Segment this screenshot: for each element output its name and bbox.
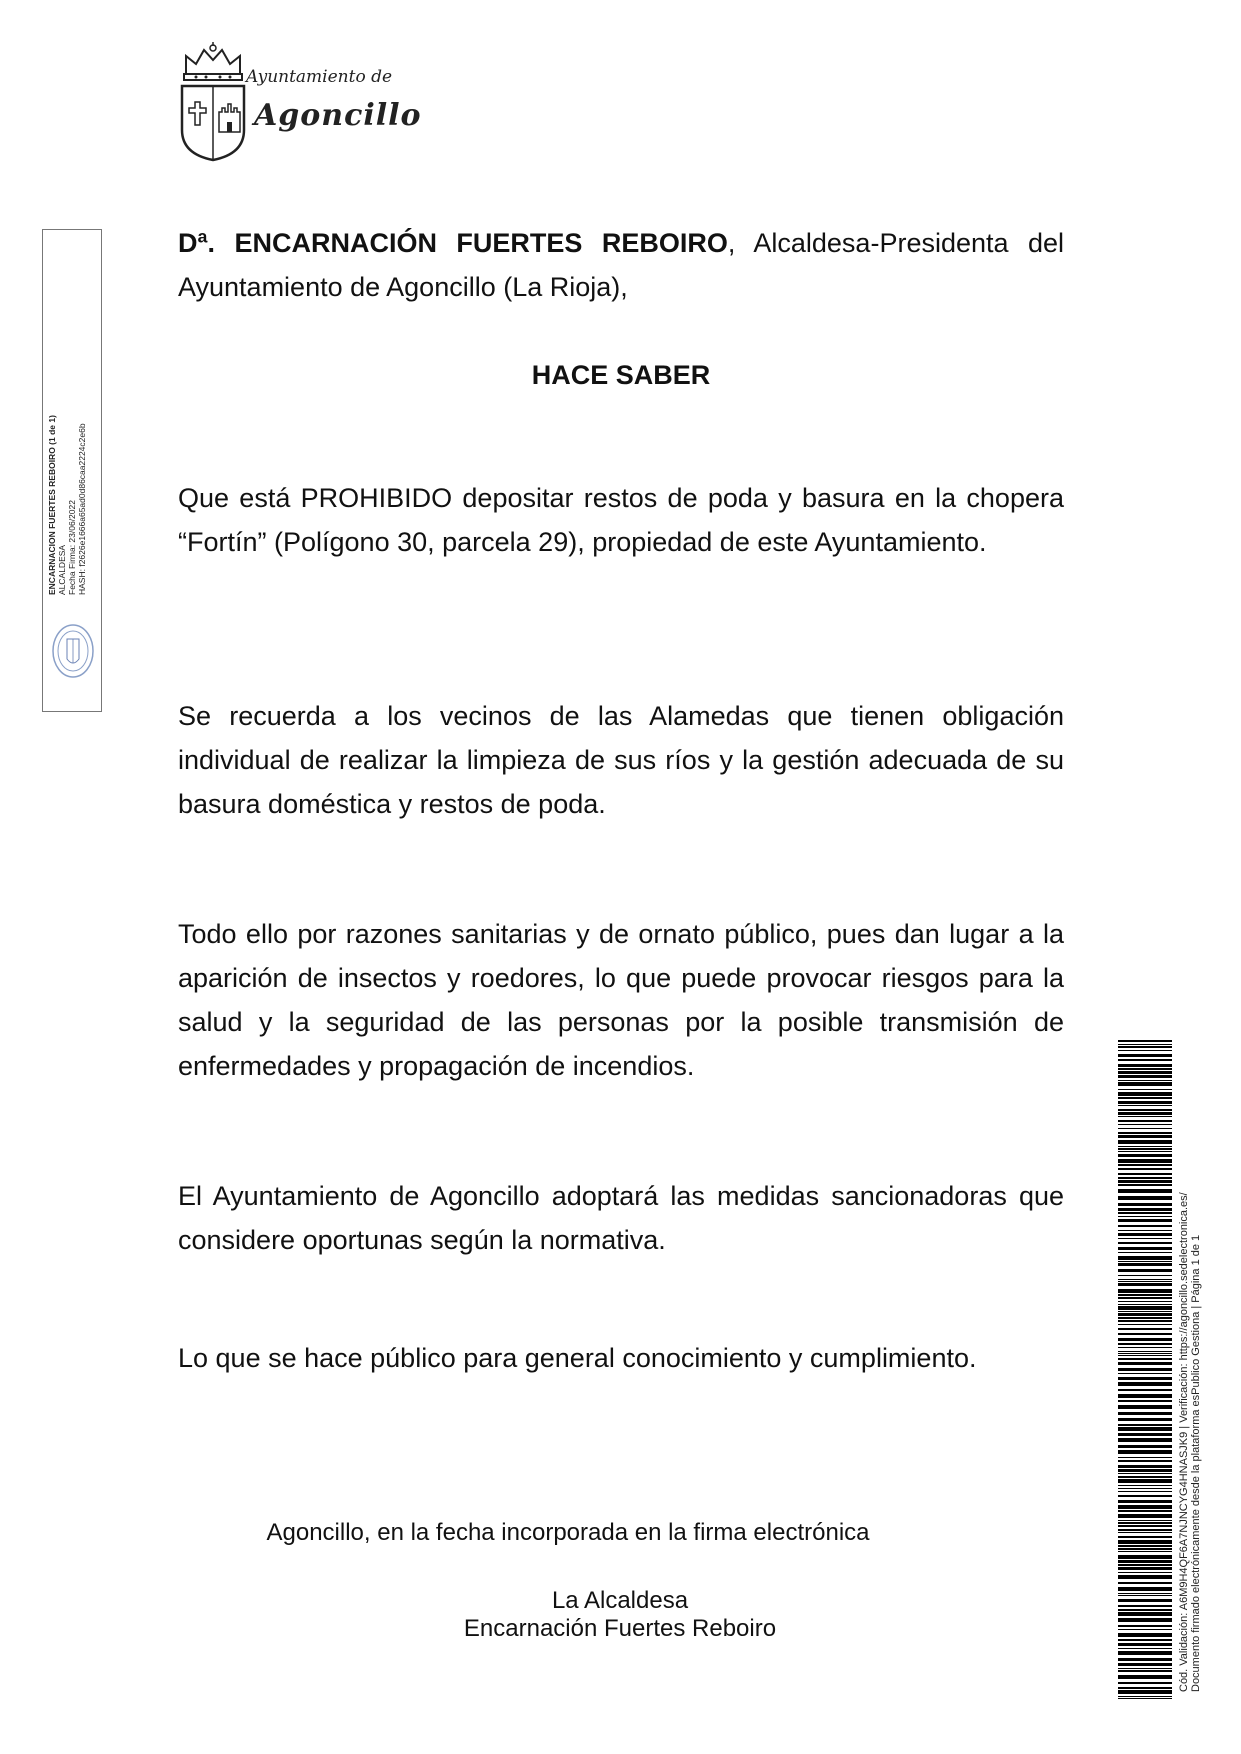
barcode-bar [1118,1159,1172,1163]
barcode-bar [1118,1488,1172,1489]
barcode-bar [1118,1313,1172,1316]
signature-name: Encarnación Fuertes Reboiro [463,1615,777,1642]
coat-of-arms-icon [178,42,248,162]
barcode-bar [1118,1173,1172,1175]
barcode-bar [1118,1151,1172,1152]
barcode-bar [1118,1505,1172,1509]
barcode [1118,1040,1172,1700]
barcode-bar [1118,1071,1172,1074]
intro-rest: , Alcaldesa-Presidenta del Ayuntamiento de Agoncillo (La Rioja), [178,228,1065,302]
barcode-bar [1118,1639,1172,1641]
logo-line-2: Agoncillo [254,98,422,133]
barcode-bar [1118,1540,1172,1544]
barcode-bar [1118,1377,1172,1380]
barcode-bar [1118,1297,1172,1299]
barcode-bar [1118,1203,1172,1206]
barcode-bar [1118,1233,1172,1236]
barcode-bar [1118,1548,1172,1550]
barcode-bar [1118,1351,1172,1352]
barcode-bar [1118,1120,1172,1122]
barcode-bar [1118,1212,1172,1214]
barcode-bar [1118,1154,1172,1157]
barcode-bar [1118,1572,1172,1573]
barcode-bar [1118,1338,1172,1341]
barcode-bar [1118,1368,1172,1371]
barcode-bar [1118,1373,1172,1374]
barcode-bar [1118,1658,1172,1661]
barcode-bar [1118,1219,1172,1222]
barcode-bar [1118,1525,1172,1527]
barcode-bar [1118,1082,1172,1086]
barcode-bar [1118,1089,1172,1090]
page-title: HACE SABER [531,360,711,390]
barcode-bar [1118,1064,1172,1067]
verification-code: Cód. Validación: A6M9H4QF6A7NJNCYG4HNASJK9 | Verificación: https://agoncillo.sedelectronica.es/ [1178,1192,1190,1692]
barcode-bar [1118,1135,1172,1138]
barcode-bar [1118,1256,1172,1260]
barcode-bar [1118,1450,1172,1454]
barcode-bar [1118,1629,1172,1630]
barcode-bar [1118,1682,1172,1684]
barcode-bar [1118,1132,1172,1134]
barcode-bar [1118,1242,1172,1244]
barcode-bar [1118,1044,1172,1045]
barcode-bar [1118,1355,1172,1356]
barcode-bar [1118,1105,1172,1106]
barcode-bar [1118,1643,1172,1646]
barcode-bar [1118,1663,1172,1666]
barcode-bar [1118,1289,1172,1293]
barcode-bar [1118,1648,1172,1649]
barcode-bar [1118,1479,1172,1483]
barcode-bar [1118,1148,1172,1150]
barcode-bar [1118,1389,1172,1391]
barcode-bar [1118,1495,1172,1497]
logo-line-1: Ayuntamiento de [246,67,393,87]
barcode-bar [1118,1196,1172,1200]
barcode-bar [1118,1522,1172,1524]
paragraph-prohibition: Que está PROHIBIDO depositar restos de poda y basura en la chopera “Fortín” (Polígono 30, parcela 29), propiedad de este Ayuntamiento. [178,483,1064,557]
barcode-bar [1118,1177,1172,1179]
barcode-bar [1118,1140,1172,1144]
barcode-bar [1118,1687,1172,1689]
barcode-bar [1118,1283,1172,1286]
barcode-bar [1118,1261,1172,1262]
barcode-bar [1118,1670,1172,1672]
barcode-bar [1118,1424,1172,1426]
barcode-bar [1118,1605,1172,1607]
barcode-bar [1118,1333,1172,1335]
barcode-bar [1118,1529,1172,1531]
barcode-bar [1118,1427,1172,1431]
barcode-bar [1118,1564,1172,1566]
barcode-bar [1118,1068,1172,1070]
barcode-bar [1118,1097,1172,1099]
barcode-bar [1118,1394,1172,1398]
barcode-bar [1118,1269,1172,1272]
barcode-bar [1118,1485,1172,1486]
barcode-bar [1118,1275,1172,1276]
barcode-bar [1118,1128,1172,1129]
barcode-bar [1118,1324,1172,1325]
barcode-bar [1118,1400,1172,1402]
barcode-bar [1118,1109,1172,1111]
municipal-logo [178,42,422,162]
barcode-bar [1118,1317,1172,1319]
barcode-bar [1118,1633,1172,1637]
barcode-bar [1118,1279,1172,1280]
barcode-bar [1118,1668,1172,1669]
barcode-bar [1118,1560,1172,1563]
barcode-bar [1118,1473,1172,1474]
barcode-bar [1118,1358,1172,1360]
barcode-bar [1118,1184,1172,1186]
barcode-bar [1118,1445,1172,1448]
barcode-bar [1118,1046,1172,1048]
verification-platform: Documento firmado electrónicamente desde la plataforma esPublico Gestiona | Página 1 de 1 [1190,1234,1202,1692]
barcode-bar [1118,1491,1172,1492]
barcode-bar [1118,1040,1172,1042]
stamp-date: Fecha Firma: 23/06/2022 [67,500,77,595]
barcode-bar [1118,1080,1172,1081]
barcode-bar [1118,1281,1172,1282]
barcode-bar [1118,1301,1172,1302]
barcode-bar [1118,1124,1172,1125]
barcode-bar [1118,1343,1172,1345]
paragraph-reminder: Se recuerda a los vecinos de las Alamedas que tienen obligación individual de realizar la limpieza de sus ríos y la gestión adecuada de su basura doméstica y restos de poda. [178,701,1064,819]
barcode-bar [1118,1362,1172,1365]
barcode-bar [1118,1059,1172,1061]
seal-icon [51,623,95,679]
barcode-bar [1118,1555,1172,1559]
barcode-bar [1118,1311,1172,1312]
barcode-bar [1118,1116,1172,1117]
barcode-bar [1118,1500,1172,1503]
barcode-bar [1118,1690,1172,1694]
barcode-bar [1118,1582,1172,1584]
mayor-name: Dª. ENCARNACIÓN FUERTES REBOIRO [178,228,728,258]
barcode-bar [1118,1438,1172,1442]
paragraph-publication: Lo que se hace público para general conocimiento y cumplimiento. [178,1343,977,1373]
barcode-bar [1118,1567,1172,1570]
barcode-bar [1118,1054,1172,1057]
signature-stamp-text [47,415,87,595]
barcode-bar [1118,1238,1172,1239]
barcode-bar [1118,1532,1172,1533]
barcode-bar [1118,1551,1172,1552]
barcode-bar [1118,1164,1172,1166]
barcode-bar [1118,1168,1172,1170]
barcode-bar [1118,1465,1172,1468]
barcode-bar [1118,1353,1172,1354]
barcode-bar [1118,1189,1172,1193]
barcode-bar [1118,1075,1172,1078]
stamp-hash: HASH: f2626e1666a65ad0d86caa2224c2e6b [77,423,87,595]
paragraph-reasons: Todo ello por razones sanitarias y de ornato público, pues dan lugar a la aparición de insectos y roedores, lo que puede provocar riesgos para la salud y la seguridad de las personas por la posible transmisión de enfermedades y propagación de incendios. [178,919,1064,1081]
barcode-bar [1118,1696,1172,1697]
barcode-bar [1118,1514,1172,1518]
barcode-bar [1118,1347,1172,1348]
barcode-bar [1118,1593,1172,1594]
barcode-bar [1118,1294,1172,1296]
intro-paragraph [178,221,1064,309]
barcode-bar [1118,1698,1172,1699]
barcode-bar [1118,1405,1172,1409]
barcode-bar [1118,1625,1172,1627]
barcode-bar [1118,1460,1172,1462]
barcode-bar [1118,1050,1172,1051]
stamp-role: ALCALDESA [57,544,67,595]
barcode-bar [1118,1252,1172,1253]
barcode-bar [1118,1146,1172,1147]
barcode-bar [1118,1101,1172,1104]
barcode-bar [1118,1180,1172,1183]
paragraph-sanctions: El Ayuntamiento de Agoncillo adoptará las medidas sancionadoras que considere oportunas según la normativa. [178,1181,1064,1255]
barcode-bar [1118,1418,1172,1421]
barcode-bar [1118,1247,1172,1250]
barcode-bar [1118,1587,1172,1591]
signature-stamp [42,229,102,712]
barcode-bar [1118,1520,1172,1521]
barcode-bar [1118,1306,1172,1310]
barcode-bar [1118,1599,1172,1602]
barcode-bar [1118,1225,1172,1227]
verification-text [1178,1192,1202,1692]
barcode-bar [1118,1457,1172,1458]
barcode-bar [1118,1476,1172,1478]
barcode-bar [1118,1595,1172,1596]
barcode-bar [1118,1304,1172,1305]
barcode-bar [1118,1536,1172,1538]
stamp-signer: ENCARNACION FUERTES REBOIRO (1 de 1) [47,415,57,595]
barcode-bar [1118,1412,1172,1415]
barcode-bar [1118,1545,1172,1547]
barcode-bar [1118,1575,1172,1579]
barcode-bar [1118,1612,1172,1616]
barcode-bar [1118,1433,1172,1436]
barcode-bar [1118,1328,1172,1330]
barcode-bar [1118,1382,1172,1386]
closing-line: Agoncillo, en la fecha incorporada en la firma electrónica [266,1519,870,1546]
barcode-bar [1118,1230,1172,1231]
barcode-bar [1118,1092,1172,1096]
barcode-bar [1118,1112,1172,1115]
barcode-bar [1118,1469,1172,1472]
barcode-bar [1118,1651,1172,1655]
barcode-bar [1118,1208,1172,1211]
signature-title: La Alcaldesa [551,1587,689,1614]
barcode-bar [1118,1609,1172,1611]
barcode-bar [1118,1510,1172,1512]
barcode-bar [1118,1263,1172,1266]
barcode-bar [1118,1618,1172,1622]
barcode-bar [1118,1320,1172,1322]
barcode-bar [1118,1216,1172,1217]
barcode-bar [1118,1675,1172,1679]
